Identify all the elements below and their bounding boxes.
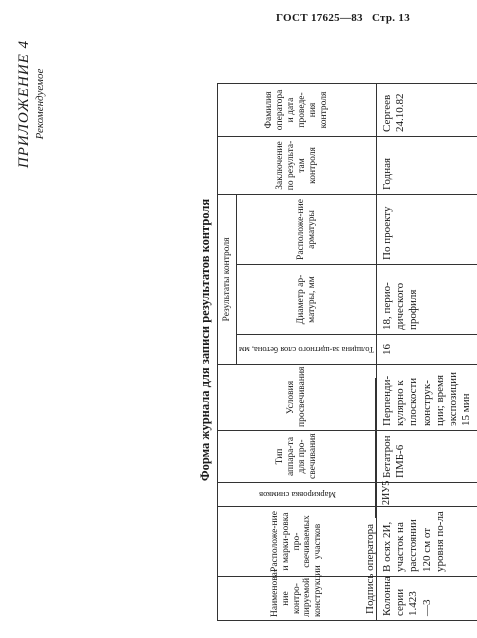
col-header-operator: Фамилия оператора и дата проведе-ния контроля [218,83,377,136]
col-header-results: Результаты контроля [218,194,237,364]
cell-name: Колонна серии 1.423—3 [377,577,477,621]
cell-conditions: Перпенди-кулярно к плоскости конструк-ции; время экспозиции 15 мин [377,365,477,431]
rotated-page-content [12,0,473,636]
cell-operator: Сергеев 24.10.82 [377,83,477,136]
col-header-location: Расположе-ние и марки-ровка про-свечиваемых участков [218,507,377,577]
standard-number: ГОСТ 17625—83 [276,12,363,24]
journal-table [217,83,477,621]
col-header-conclusion: Заключение по результа-там контроля [218,136,377,194]
cell-thickness: 16 [377,335,477,365]
cell-conclusion: Годная [377,136,477,194]
appendix-subtitle: Рекомендуемое [34,68,46,140]
table-header-row [218,83,237,620]
appendix-title: ПРИЛОЖЕНИЕ 4 [16,39,32,169]
form-title: Форма журнала для записи результатов контроля [198,198,212,482]
operator-signature [364,378,376,614]
table-row [377,83,477,620]
col-header-apparatus: Тип аппара-та для про-свечивания [218,431,377,483]
col-header-diameter: Диаметр ар-матуры, мм [237,265,377,335]
cell-marking: 2ИУ5 [377,483,477,507]
cell-diameter: 18, перио-дического профиля [377,265,477,335]
col-header-placement: Расположе-ние арматуры [237,194,377,264]
col-header-marking: Маркировка снимков [218,483,377,507]
signature-label: Подпись оператора [364,523,376,614]
appendix-heading [16,4,46,204]
col-header-conditions: Условия просвечивания [218,365,377,431]
signature-line [364,378,376,518]
col-header-thickness: Толщина за-щитного слоя бетона, мм [237,335,377,365]
cell-placement: По проекту [377,194,477,264]
col-header-name: Наименова-ние контро-лируемой конструкции [218,577,377,621]
cell-location: В осях 2И, участок на расстоянии 120 см от уровня по-ла [377,507,477,577]
page-number: Стр. 13 [371,12,410,24]
cell-apparatus: Бетатрон ПМБ-6 [377,431,477,483]
